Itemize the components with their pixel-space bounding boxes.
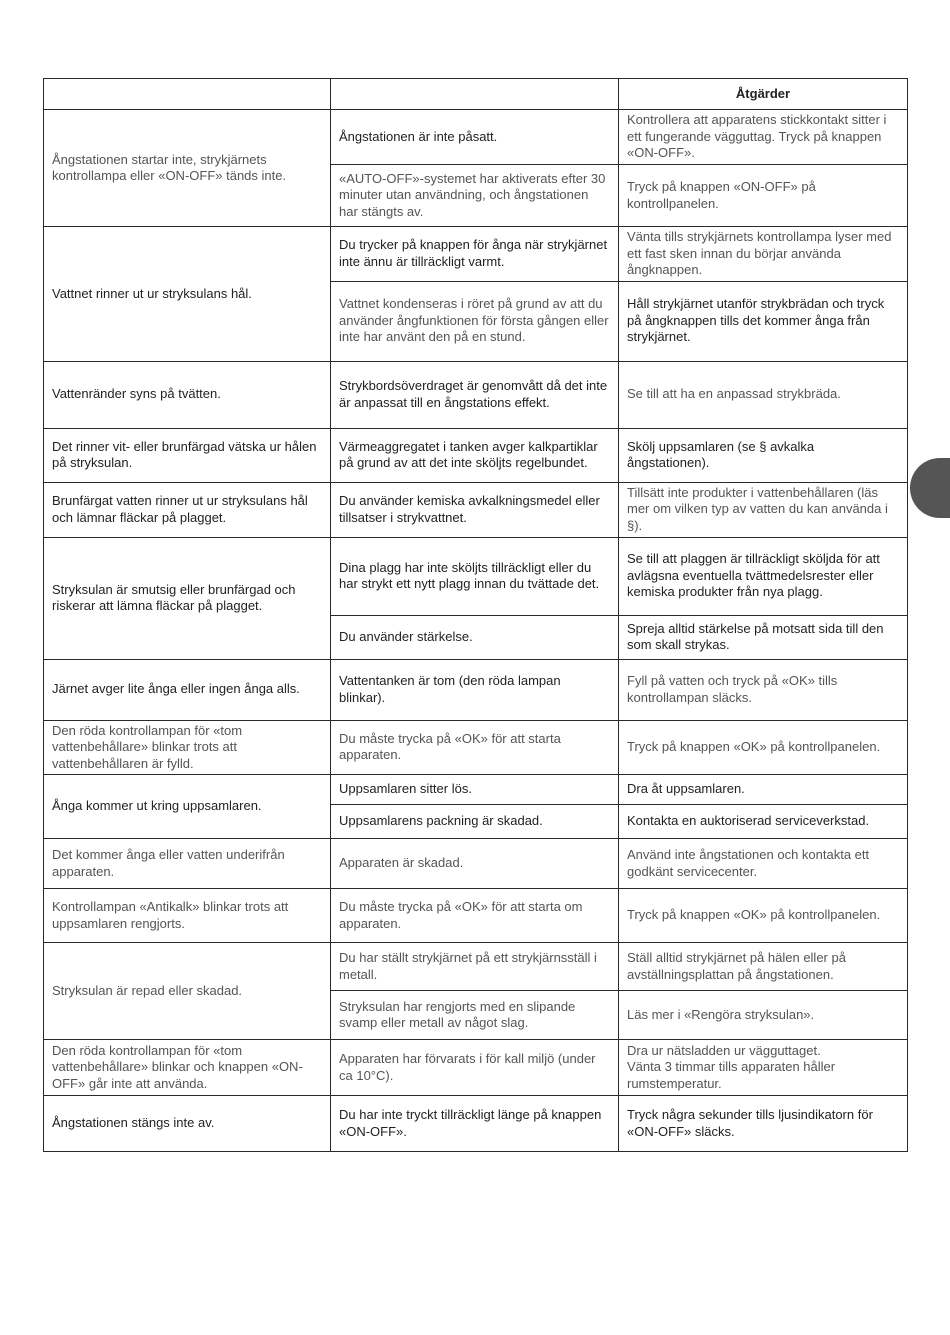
action-cell: Tryck på knappen «OK» på kontrollpanelen. [619,889,908,943]
problem-cell: Ånga kommer ut kring uppsamlaren. [44,775,331,839]
problem-cell: Vattenränder syns på tvätten. [44,361,331,428]
action-cell: Se till att plaggen är tillräckligt sköljda för att avlägsna eventuella tvättmedelsrester eller kemiska produkter från nya plagg. [619,537,908,615]
table-row [44,361,908,428]
action-cell: Håll strykjärnet utanför strykbrädan och tryck på ångknappen tills det kommer ånga från strykjärnet. [619,281,908,361]
cause-cell: «AUTO-OFF»-systemet har aktiverats efter 30 minuter utan användning, och ångstationen har stängts av. [331,165,619,227]
action-cell: Ställ alltid strykjärnet på hälen eller på avställningsplattan på ångstationen. [619,943,908,991]
action-cell: Kontakta en auktoriserad serviceverkstad. [619,805,908,839]
action-cell: Vänta tills strykjärnets kontrollampa lyser med ett fast sken innan du börjar använda ångknappen. [619,227,908,282]
cause-cell: Du trycker på knappen för ånga när strykjärnet inte ännu är tillräckligt varmt. [331,227,619,282]
action-cell: Se till att ha en anpassad strykbräda. [619,361,908,428]
cause-cell: Värmeaggregatet i tanken avger kalkpartiklar på grund av att det inte sköljts regelbundet. [331,428,619,482]
table-row [44,227,908,282]
cause-cell: Vattnet kondenseras i röret på grund av att du använder ångfunktionen för första gången eller inte har använt den på en stund. [331,281,619,361]
problem-cell: Den röda kontrollampan för «tom vattenbehållare» blinkar och knappen «ON-OFF» går inte att använda. [44,1040,331,1096]
cause-cell: Du måste trycka på «OK» för att starta apparaten. [331,720,619,775]
header-actions: Åtgärder [619,79,908,110]
cause-cell: Ångstationen är inte påsatt. [331,110,619,165]
action-cell: Läs mer i «Rengöra stryksulan». [619,991,908,1040]
problem-cell: Stryksulan är repad eller skadad. [44,943,331,1040]
problem-cell: Kontrollampan «Antikalk» blinkar trots att uppsamlaren rengjorts. [44,889,331,943]
problem-cell: Ångstationen startar inte, strykjärnets kontrollampa eller «ON-OFF» tänds inte. [44,110,331,227]
action-cell: Spreja alltid stärkelse på motsatt sida till den som skall strykas. [619,615,908,659]
cause-cell: Vattentanken är tom (den röda lampan blinkar). [331,659,619,720]
cause-cell: Du använder stärkelse. [331,615,619,659]
cause-cell: Du har inte tryckt tillräckligt länge på knappen «ON-OFF». [331,1096,619,1152]
action-cell: Tillsätt inte produkter i vattenbehållaren (läs mer om vilken typ av vatten du kan använda i §). [619,482,908,537]
problem-cell: Järnet avger lite ånga eller ingen ånga alls. [44,659,331,720]
header-cause [331,79,619,110]
table-row [44,1096,908,1152]
troubleshooting-table [43,78,908,1152]
action-cell: Kontrollera att apparatens stickkontakt sitter i ett fungerande vägguttag. Tryck på knappen «ON-OFF». [619,110,908,165]
action-cell: Använd inte ångstationen och kontakta ett godkänt servicecenter. [619,839,908,889]
cause-cell: Stryksulan har rengjorts med en slipande svamp eller metall av något slag. [331,991,619,1040]
table-row [44,428,908,482]
problem-cell: Den röda kontrollampan för «tom vattenbehållare» blinkar trots att vattenbehållaren är fylld. [44,720,331,775]
action-cell: Tryck några sekunder tills ljusindikatorn för «ON-OFF» släcks. [619,1096,908,1152]
cause-cell: Du måste trycka på «OK» för att starta om apparaten. [331,889,619,943]
cause-cell: Dina plagg har inte sköljts tillräckligt eller du har strykt ett nytt plagg innan du tvättade det. [331,537,619,615]
problem-cell: Brunfärgat vatten rinner ut ur stryksulans hål och lämnar fläckar på plagget. [44,482,331,537]
table-row [44,775,908,805]
table-body [44,110,908,1152]
table-row [44,537,908,615]
cause-cell: Du har ställt strykjärnet på ett strykjärnsställ i metall. [331,943,619,991]
action-cell: Tryck på knappen «ON-OFF» på kontrollpanelen. [619,165,908,227]
action-cell: Skölj uppsamlaren (se § avkalka ångstationen). [619,428,908,482]
action-cell: Fyll på vatten och tryck på «OK» tills kontrollampan släcks. [619,659,908,720]
header-row [44,79,908,110]
header-problem [44,79,331,110]
table-row [44,943,908,991]
action-cell: Dra ur nätsladden ur vägguttaget. Vänta 3 timmar tills apparaten håller rumstemperatur. [619,1040,908,1096]
problem-cell: Det rinner vit- eller brunfärgad vätska ur hålen på stryksulan. [44,428,331,482]
action-cell: Tryck på knappen «OK» på kontrollpanelen. [619,720,908,775]
problem-cell: Stryksulan är smutsig eller brunfärgad och riskerar att lämna fläckar på plagget. [44,537,331,659]
cause-cell: Strykbordsöverdraget är genomvått då det inte är anpassat till en ångstations effekt. [331,361,619,428]
table-row [44,720,908,775]
table-row [44,110,908,165]
action-cell: Dra åt uppsamlaren. [619,775,908,805]
problem-cell: Ångstationen stängs inte av. [44,1096,331,1152]
problem-cell: Det kommer ånga eller vatten underifrån apparaten. [44,839,331,889]
table-row [44,1040,908,1096]
cause-cell: Uppsamlarens packning är skadad. [331,805,619,839]
cause-cell: Apparaten är skadad. [331,839,619,889]
cause-cell: Apparaten har förvarats i för kall miljö (under ca 10°C). [331,1040,619,1096]
cause-cell: Du använder kemiska avkalkningsmedel eller tillsatser i strykvattnet. [331,482,619,537]
table-row [44,889,908,943]
table-row [44,482,908,537]
chapter-tab [910,458,950,518]
table-row [44,659,908,720]
table-row [44,839,908,889]
cause-cell: Uppsamlaren sitter lös. [331,775,619,805]
problem-cell: Vattnet rinner ut ur stryksulans hål. [44,227,331,362]
